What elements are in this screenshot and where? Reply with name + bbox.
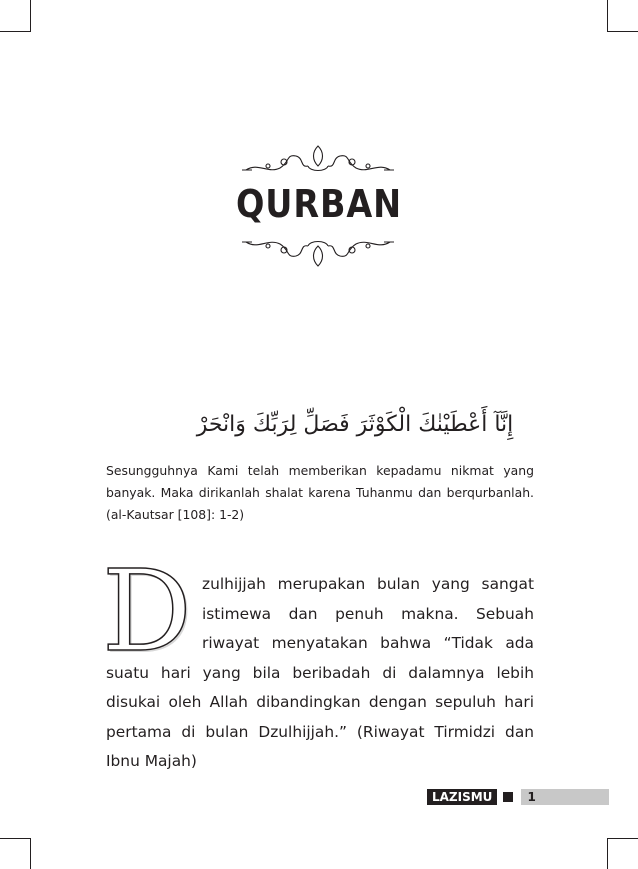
- body-paragraph-text: zulhijjah merupakan bulan yang sangat istimewa dan penuh makna. Sebuah riwayat menyatakan bahwa “Tidak ada suatu hari yang bila beribadah di dalamnya lebih disukai oleh Allah dibandingkan dengan sepuluh hari pertama di bulan Dzulhijjah.” (Riwayat Tirmidzi dan Ibnu Majah): [106, 575, 534, 770]
- drop-cap-space: [106, 570, 202, 658]
- body-paragraph: [106, 570, 534, 777]
- top-flourish-ornament: [238, 140, 398, 180]
- drop-cap-letter: D: [102, 547, 192, 677]
- quran-verse-arabic: إِنَّآ أَعْطَيْنٰكَ الْكَوْثَرَ فَصَلِّ لِرَبِّكَ وَانْحَرْ: [196, 412, 514, 437]
- bottom-flourish-ornament: [238, 232, 398, 272]
- verse-translation: Sesungguhnya Kami telah memberikan kepadamu nikmat yang banyak. Maka dirikanlah shalat karena Tuhanmu dan berqurbanlah. (al-Kautsar [108]: 1-2): [106, 463, 534, 522]
- footer-brand: LAZISMU: [427, 789, 497, 805]
- page-footer: [427, 789, 609, 805]
- page-title: QURBAN: [236, 182, 402, 226]
- footer-square-icon: [503, 792, 513, 802]
- page-number: 1: [521, 789, 609, 805]
